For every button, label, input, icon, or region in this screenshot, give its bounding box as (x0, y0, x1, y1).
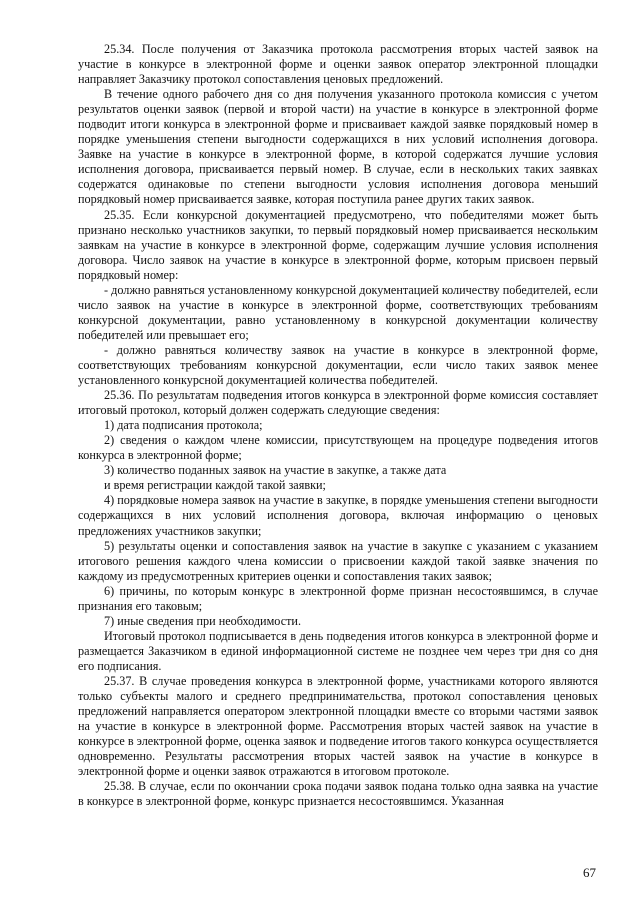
list-item-4: 4) порядковые номера заявок на участие в закупке, в порядке уменьшения степени выгодности содержащихся в них условий исполнения договора, включая информацию о ценовых предложениях участников закупки; (78, 493, 598, 538)
list-item-1: 1) дата подписания протокола; (104, 418, 263, 433)
list-item-7: 7) иные сведения при необходимости. (104, 613, 301, 628)
paragraph-25-38: 25.38. В случае, если по окончании срока подачи заявок подана только одна заявка на участие в конкурсе в электронной форме, конкурс признается несостоявшимся. Указанная (78, 779, 598, 809)
paragraph-25-34: 25.34. После получения от Заказчика протокола рассмотрения вторых частей заявок на участие в конкурсе в электронной форме и оценки заявок оператор электронной площадки направляет Заказчику протокол сопоставления ценовых предложений. (78, 42, 598, 87)
list-item-3-continued: и время регистрации каждой такой заявки; (104, 478, 326, 493)
list-item-2: 2) сведения о каждом члене комиссии, присутствующем на процедуре подведения итогов конкурса в электронной форме; (78, 433, 598, 463)
paragraph-25-36: 25.36. По результатам подведения итогов конкурса в электронной форме комиссия составляет итоговый протокол, который должен содержать следующие сведения: (78, 388, 598, 418)
list-item-5: 5) результаты оценки и сопоставления заявок на участие в закупке с указанием с указанием итогового решения каждого члена комиссии о присвоении каждой такой заявке значения по каждому из предусмотренных критериев оценки и сопоставления таких заявок; (78, 538, 598, 583)
list-item-6: 6) причины, по которым конкурс в электронной форме признан несостоявшимся, в случае признания его таковым; (78, 583, 598, 613)
page-number: 67 (583, 865, 596, 880)
document-body (78, 42, 598, 809)
paragraph-ranking: В течение одного рабочего дня со дня получения указанного протокола комиссия с учетом результатов оценки заявок (первой и второй части) на участие в конкурсе в электронной форме подводит итоги конкурса в электронной форме и присваивает каждой заявке порядковый номер в порядке уменьшения степени выгодности содержащихся в них условий исполнения договора. Заявке на участие в конкурсе в электронной форме, в которой содержатся лучшие условия исполнения договора, присваивается первый номер. В случае, если в нескольких таких заявках содержатся одинаковые по степени выгодности условия исполнения договора меньший порядковый номер присваивается заявке, которая поступила ранее других таких заявок. (78, 87, 598, 207)
paragraph-25-35: 25.35. Если конкурсной документацией предусмотрено, что победителями может быть признано несколько участников закупки, то первый порядковый номер присваивается нескольким заявкам на участие в конкурсе в электронной форме, содержащим лучшие условия исполнения договора. Число заявок на участие в конкурсе в электронной форме, которым присвоен первый порядковый номер: (78, 207, 598, 282)
paragraph-final-protocol: Итоговый протокол подписывается в день подведения итогов конкурса в электронной форме и размещается Заказчиком в единой информационной системе не позднее чем через три дня со дня его подписания. (78, 628, 598, 673)
list-item-3: 3) количество поданных заявок на участие в закупке, а также дата (104, 463, 447, 478)
list-item-dash-1: - должно равняться установленному конкурсной документацией количеству победителей, если число заявок на участие в конкурсе в электронной форме, соответствующих требованиям конкурсной документации, равно установленному в конкурсной документации количеству победителей или превышает его; (78, 282, 598, 342)
paragraph-25-37: 25.37. В случае проведения конкурса в электронной форме, участниками которого являются только субъекты малого и среднего предпринимательства, протокол сопоставления ценовых предложений направляется оператором электронной площадки вместе со вторыми частями заявок на участие в конкурсе в электронной форме. Рассмотрения вторых частей заявок на участие в конкурсе в электронной форме, оценка заявок и подведение итогов такого конкурса осуществляется одновременно. Результаты рассмотрения вторых частей заявок на участие в конкурсе в электронной форме и оценки заявок отражаются в итоговом протоколе. (78, 673, 598, 779)
list-item-dash-2: - должно равняться количеству заявок на участие в конкурсе в электронной форме, соответствующих требованиям конкурсной документации, если число таких заявок менее установленного конкурсной документацией количества победителей. (78, 342, 598, 388)
